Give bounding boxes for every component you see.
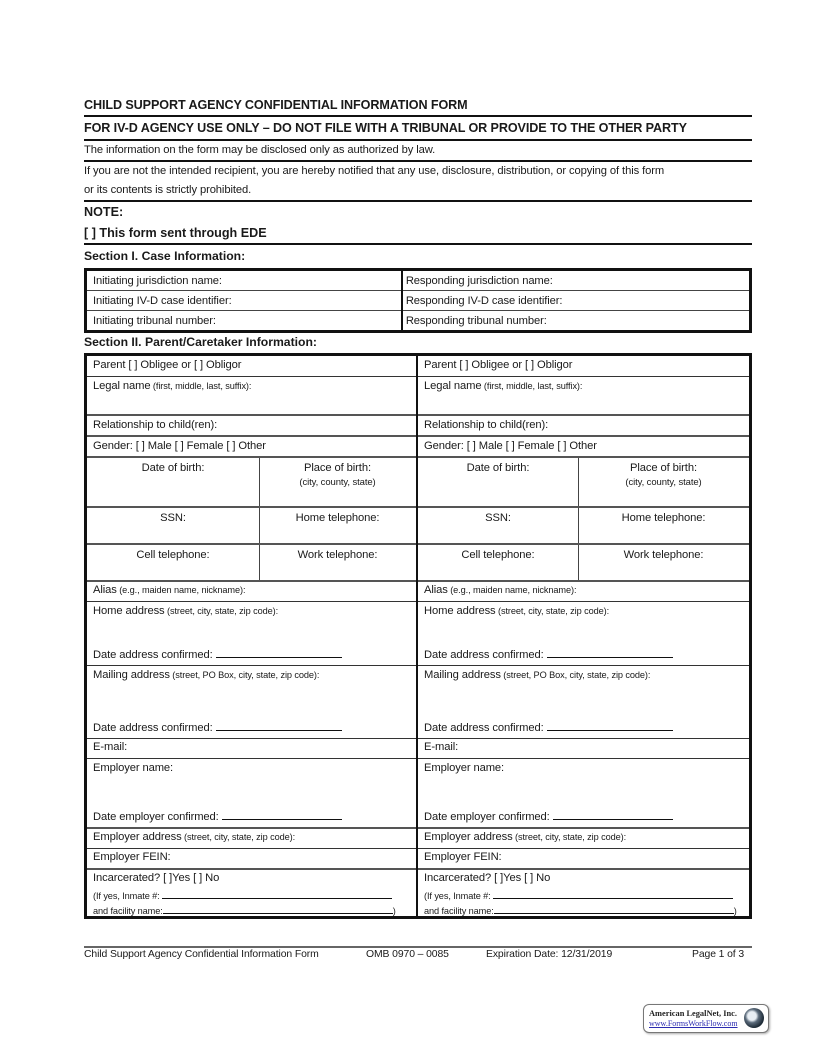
- footer-expiration: Expiration Date: 12/31/2019: [486, 949, 613, 960]
- work-phone-field[interactable]: Work telephone:: [297, 549, 378, 561]
- pob-field[interactable]: Place of birth: (city, county, state): [625, 462, 702, 488]
- employer-address-field[interactable]: Employer address (street, city, state, zip code):: [87, 829, 416, 849]
- parent-role-row[interactable]: Parent [ ] Obligee or [ ] Obligor: [418, 356, 749, 377]
- birth-row: [87, 458, 416, 508]
- divider: [84, 160, 752, 162]
- phone-row-2: [87, 545, 416, 582]
- employer-name-field[interactable]: Employer name: Date employer confirmed:: [87, 759, 416, 829]
- parent-role-row[interactable]: Parent [ ] Obligee or [ ] Obligor: [87, 356, 416, 377]
- note-label: NOTE:: [84, 205, 124, 219]
- email-field[interactable]: E-mail:: [87, 739, 416, 759]
- ede-checkbox[interactable]: [ ] This form sent through EDE: [84, 226, 267, 240]
- table-row: [86, 270, 751, 291]
- parent-column-1: [87, 356, 416, 916]
- form-title: CHILD SUPPORT AGENCY CONFIDENTIAL INFORMATION FORM: [84, 98, 468, 112]
- cell-phone-field[interactable]: Cell telephone:: [87, 545, 260, 580]
- ssn-field[interactable]: SSN:: [87, 508, 260, 543]
- legalnet-logo[interactable]: [643, 1004, 769, 1033]
- pob-field[interactable]: Place of birth: (city, county, state): [299, 462, 376, 488]
- incarcerated-section: Incarcerated? [ ]Yes [ ] No (If yes, Inmate #: and facility name: ): [93, 872, 396, 916]
- footer-form-name: Child Support Agency Confidential Information Form: [84, 949, 319, 960]
- table-row: [86, 311, 751, 332]
- footer-omb: OMB 0970 – 0085: [366, 949, 449, 960]
- responding-tribunal-field[interactable]: Responding tribunal number:: [402, 311, 751, 332]
- facility-name-input[interactable]: [494, 904, 734, 914]
- relationship-field[interactable]: Relationship to child(ren):: [87, 416, 416, 437]
- birth-row: [418, 458, 749, 508]
- divider: [84, 115, 752, 117]
- gender-checkboxes[interactable]: Gender: [ ] Male [ ] Female [ ] Other: [87, 437, 416, 458]
- divider: [84, 139, 752, 141]
- disclosure-text: The information on the form may be disclosed only as authorized by law.: [84, 144, 436, 156]
- employer-name-field[interactable]: Employer name: Date employer confirmed:: [418, 759, 749, 829]
- responding-case-id-field[interactable]: Responding IV-D case identifier:: [402, 291, 751, 311]
- phone-row-1: [418, 508, 749, 545]
- date-address-confirmed-input[interactable]: [547, 647, 673, 658]
- incarcerated-checkboxes[interactable]: Incarcerated? [ ]Yes [ ] No: [424, 872, 551, 884]
- form-subtitle: FOR IV-D AGENCY USE ONLY – DO NOT FILE WITH A TRIBUNAL OR PROVIDE TO THE OTHER PARTY: [84, 121, 687, 135]
- table-row: [86, 291, 751, 311]
- logo-link[interactable]: www.FormsWorkFlow.com: [649, 1019, 738, 1028]
- gender-checkboxes[interactable]: Gender: [ ] Male [ ] Female [ ] Other: [418, 437, 749, 458]
- date-mailing-confirmed-input[interactable]: [547, 720, 673, 731]
- home-address-field[interactable]: Home address (street, city, state, zip code): Date address confirmed:: [87, 602, 416, 666]
- responding-jurisdiction-field[interactable]: Responding jurisdiction name:: [402, 270, 751, 291]
- initiating-case-id-field[interactable]: Initiating IV-D case identifier:: [86, 291, 402, 311]
- phone-row-2: [418, 545, 749, 582]
- home-phone-field[interactable]: Home telephone:: [621, 512, 706, 524]
- employer-address-field[interactable]: Employer address (street, city, state, zip code):: [418, 829, 749, 849]
- mailing-address-field[interactable]: Mailing address (street, PO Box, city, state, zip code): Date address confirmed:: [418, 666, 749, 739]
- dob-field[interactable]: Date of birth:: [87, 458, 260, 506]
- date-employer-confirmed-input[interactable]: [553, 809, 673, 820]
- incarcerated-section: Incarcerated? [ ]Yes [ ] No (If yes, Inmate #: and facility name: ): [424, 872, 737, 916]
- inmate-number-input[interactable]: [493, 889, 733, 899]
- date-employer-confirmed-input[interactable]: [222, 809, 342, 820]
- initiating-jurisdiction-field[interactable]: Initiating jurisdiction name:: [86, 270, 402, 291]
- globe-icon: [744, 1008, 764, 1028]
- legal-name-field[interactable]: Legal name (first, middle, last, suffix):: [87, 377, 416, 416]
- parent-info-grid: [84, 353, 752, 919]
- date-mailing-confirmed-input[interactable]: [216, 720, 342, 731]
- incarcerated-checkboxes[interactable]: Incarcerated? [ ]Yes [ ] No: [93, 872, 220, 884]
- work-phone-field[interactable]: Work telephone:: [623, 549, 704, 561]
- cell-phone-field[interactable]: Cell telephone:: [418, 545, 579, 580]
- relationship-field[interactable]: Relationship to child(ren):: [418, 416, 749, 437]
- email-field[interactable]: E-mail:: [418, 739, 749, 759]
- legal-name-field[interactable]: Legal name (first, middle, last, suffix):: [418, 377, 749, 416]
- warning-text-line1: If you are not the intended recipient, you are hereby notified that any use, disclosure, distribution, or copying of this form: [84, 165, 665, 177]
- ssn-field[interactable]: SSN:: [418, 508, 579, 543]
- phone-row-1: [87, 508, 416, 545]
- divider: [84, 243, 752, 245]
- footer-divider: [84, 946, 752, 948]
- footer-page-number: Page 1 of 3: [692, 949, 745, 960]
- facility-name-input[interactable]: [163, 904, 393, 914]
- employer-fein-field[interactable]: Employer FEIN:: [87, 849, 416, 870]
- home-address-field[interactable]: Home address (street, city, state, zip code): Date address confirmed:: [418, 602, 749, 666]
- employer-fein-field[interactable]: Employer FEIN:: [418, 849, 749, 870]
- warning-text-line2: or its contents is strictly prohibited.: [84, 184, 252, 196]
- logo-company: American LegalNet, Inc.: [649, 1009, 737, 1018]
- mailing-address-field[interactable]: Mailing address (street, PO Box, city, state, zip code): Date address confirmed:: [87, 666, 416, 739]
- alias-field[interactable]: Alias (e.g., maiden name, nickname):: [87, 582, 416, 602]
- dob-field[interactable]: Date of birth:: [418, 458, 579, 506]
- section2-title: Section II. Parent/Caretaker Information:: [84, 335, 317, 349]
- case-info-table: [84, 268, 752, 333]
- divider: [84, 200, 752, 202]
- inmate-number-input[interactable]: [162, 889, 392, 899]
- initiating-tribunal-field[interactable]: Initiating tribunal number:: [86, 311, 402, 332]
- alias-field[interactable]: Alias (e.g., maiden name, nickname):: [418, 582, 749, 602]
- home-phone-field[interactable]: Home telephone:: [295, 512, 380, 524]
- date-address-confirmed-input[interactable]: [216, 647, 342, 658]
- parent-column-2: [418, 356, 749, 916]
- section1-title: Section I. Case Information:: [84, 249, 246, 263]
